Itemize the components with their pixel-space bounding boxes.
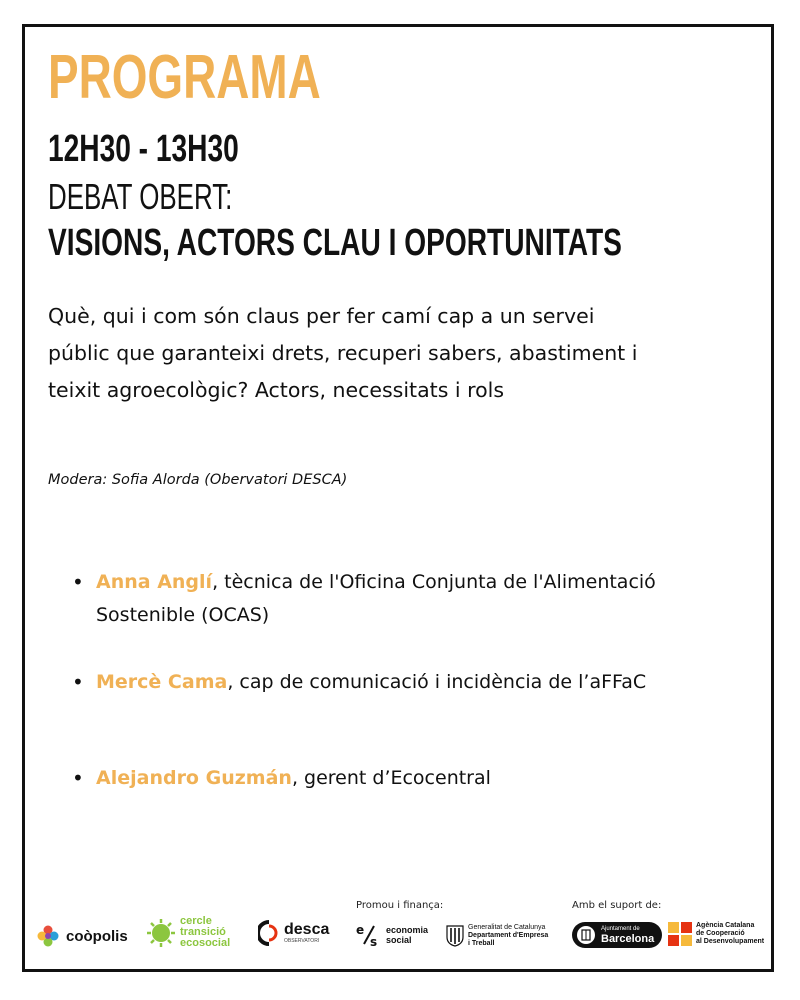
economia-social-icon xyxy=(356,922,382,948)
desca-subtitle: OBSERVATORI xyxy=(284,938,320,944)
cercle-sun-icon xyxy=(146,918,176,948)
ajuntament-line-2: Barcelona xyxy=(601,932,655,945)
moderator-line: Modera: Sofia Alorda (Obervatori DESCA) xyxy=(48,472,348,488)
speaker-item xyxy=(70,666,690,762)
cercle-logo xyxy=(146,916,230,949)
cercle-line-2: transició xyxy=(180,926,226,938)
economia-line-1: economia xyxy=(386,925,429,935)
generalitat-line-3: i Treball xyxy=(468,940,495,947)
speaker-name: Alejandro Guzmán xyxy=(96,767,292,789)
promou-label: Promou i finança: xyxy=(356,900,444,911)
speaker-list xyxy=(70,566,690,795)
event-headline: VISIONS, ACTORS CLAU I OPORTUNITATS xyxy=(48,222,622,264)
speaker-role: , tècnica de l'Oficina Conjunta de l'Alimentació Sostenible (OCAS) xyxy=(96,571,656,626)
cercle-line-3: ecosocial xyxy=(180,937,231,949)
svg-text:s: s xyxy=(370,935,378,948)
cercle-line-1: cercle xyxy=(180,915,212,927)
ajuntament-logo xyxy=(572,922,662,948)
desca-logo xyxy=(258,920,329,946)
speaker-role: , cap de comunicació i incidència de l’aFFaC xyxy=(227,671,647,693)
coopolis-icon xyxy=(36,924,60,948)
speaker-role: , gerent d’Ecocentral xyxy=(291,767,491,789)
speaker-item xyxy=(70,566,690,666)
page-title: PROGRAMA xyxy=(48,43,321,112)
event-time: 12H30 - 13H30 xyxy=(48,128,239,170)
desca-icon xyxy=(258,920,280,946)
speaker-item xyxy=(70,762,690,795)
intro-text: Què, qui i com són claus per fer camí cap a un servei públic que garanteixi drets, recuperi sabers, abastiment i teixit agroecològic? Actors, necessitats i rols xyxy=(48,304,638,402)
speaker-name: Anna Anglí xyxy=(96,571,213,593)
generalitat-line-2: Departament d'Empresa xyxy=(468,932,549,939)
svg-text:e: e xyxy=(356,923,365,937)
acccd-logo xyxy=(668,922,764,946)
acccd-line-2: de Cooperació xyxy=(696,930,745,937)
economia-social-logo xyxy=(356,922,428,948)
coopolis-wordmark: coòpolis xyxy=(66,927,128,945)
speaker-name: Mercè Cama xyxy=(96,671,228,693)
ajuntament-line-1: Ajuntament de xyxy=(601,925,640,932)
suport-label: Amb el suport de: xyxy=(572,900,662,911)
coopolis-logo xyxy=(36,924,128,948)
acccd-line-3: al Desenvolupament xyxy=(696,938,765,945)
generalitat-logo xyxy=(446,924,548,948)
event-subtitle: DEBAT OBERT: xyxy=(48,176,233,217)
economia-line-2: social xyxy=(386,935,412,945)
generalitat-shield-icon xyxy=(446,925,464,947)
acccd-icon xyxy=(668,922,692,946)
acccd-line-1: Agència Catalana xyxy=(696,922,755,929)
sponsor-bar xyxy=(0,870,800,949)
ajuntament-shield-icon xyxy=(576,925,596,945)
generalitat-line-1: Generalitat de Catalunya xyxy=(468,924,546,931)
desca-wordmark: desca xyxy=(284,921,330,938)
